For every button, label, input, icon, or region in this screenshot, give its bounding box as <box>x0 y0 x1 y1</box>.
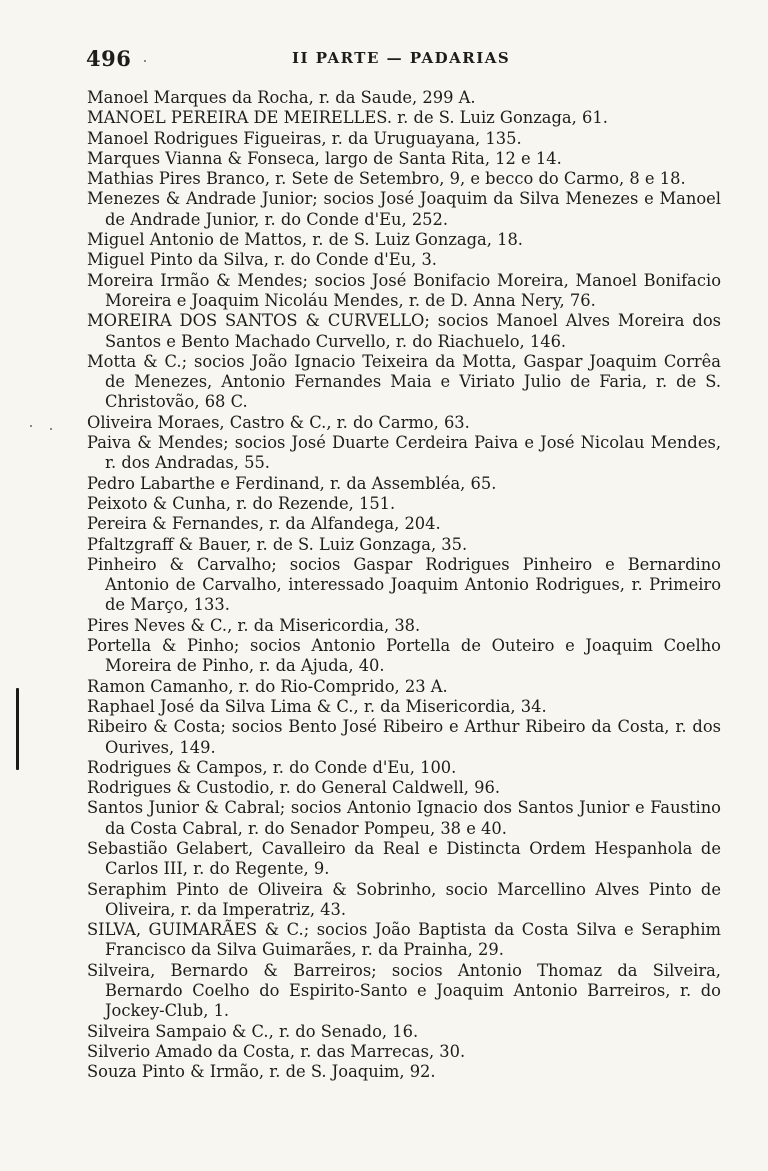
ink-speck <box>30 425 32 427</box>
directory-entry: Santos Junior & Cabral; socios Antonio Ignacio dos Santos Junior e Faustino da Costa Cabral, r. do Senador Pompeu, 38 e 40. <box>87 798 721 838</box>
directory-entry: Souza Pinto & Irmão, r. de S. Joaquim, 92. <box>87 1062 436 1082</box>
directory-entry: Sebastião Gelabert, Cavalleiro da Real e Distincta Ordem Hespanhola de Carlos III, r. do Regente, 9. <box>87 838 721 879</box>
directory-entry: Miguel Pinto da Silva, r. do Conde d'Eu, 3. <box>87 250 437 270</box>
directory-entry: Marques Vianna & Fonseca, largo de Santa Rita, 12 e 14. <box>87 148 562 168</box>
page-number: 496 <box>86 46 132 71</box>
directory-entry: Oliveira Moraes, Castro & C., r. do Carmo, 63. <box>87 412 470 432</box>
directory-entry: Silverio Amado da Costa, r. das Marrecas, 30. <box>87 1041 466 1061</box>
directory-entry: Pfaltzgraff & Bauer, r. de S. Luiz Gonzaga, 35. <box>87 534 468 554</box>
running-head: II PARTE — PADARIAS <box>292 49 511 67</box>
directory-entry: Pires Neves & C., r. da Misericordia, 38. <box>87 615 421 635</box>
directory-entry: Rodrigues & Custodio, r. do General Caldwell, 96. <box>87 778 501 798</box>
directory-entry: Moreira Irmão & Mendes; socios José Bonifacio Moreira, Manoel Bonifacio Moreira e Joaquim Nicoláu Mendes, r. de D. Anna Nery, 76. <box>87 270 721 310</box>
directory-entry: Manoel Marques da Rocha, r. da Saude, 299 A. <box>87 88 476 107</box>
directory-entry: Portella & Pinho; socios Antonio Portella de Outeiro e Joaquim Coelho Moreira de Pinho, r. da Ajuda, 40. <box>87 636 721 676</box>
margin-ink-mark <box>16 688 19 770</box>
directory-entry: Raphael José da Silva Lima & C., r. da Misericordia, 34. <box>87 696 547 716</box>
directory-entry: Paiva & Mendes; socios José Duarte Cerdeira Paiva e José Nicolau Mendes, r. dos Andradas, 55. <box>87 433 721 473</box>
directory-entry: Miguel Antonio de Mattos, r. de S. Luiz Gonzaga, 18. <box>87 230 523 250</box>
directory-entry: Mathias Pires Branco, r. Sete de Setembro, 9, e becco do Carmo, 8 e 18. <box>87 169 686 189</box>
directory-entry: Pereira & Fernandes, r. da Alfandega, 204. <box>87 514 441 534</box>
page-header <box>86 46 720 70</box>
directory-entry: Menezes & Andrade Junior; socios José Joaquim da Silva Menezes e Manoel de Andrade Junior, r. do Conde d'Eu, 252. <box>87 189 721 229</box>
directory-entry: Motta & C.; socios João Ignacio Teixeira da Motta, Gaspar Joaquim Corrêa de Menezes, Antonio Fernandes Maia e Viriato Julio de Faria, r. de S. Christovão, 68 C. <box>87 351 721 412</box>
directory-entry: Silveira, Bernardo & Barreiros; socios Antonio Thomaz da Silveira, Bernardo Coelho do Espirito-Santo e Joaquim Antonio Barreiros, r. do Jockey-Club, 1. <box>87 960 721 1021</box>
directory-entry: Silveira Sampaio & C., r. do Senado, 16. <box>87 1021 419 1041</box>
directory-list <box>87 88 721 1083</box>
directory-entry: Pinheiro & Carvalho; socios Gaspar Rodrigues Pinheiro e Bernardino Antonio de Carvalho, interessado Joaquim Antonio Rodrigues, r. Primeiro de Março, 133. <box>87 554 721 615</box>
ink-speck <box>50 428 52 430</box>
directory-entry: Peixoto & Cunha, r. do Rezende, 151. <box>87 493 396 513</box>
directory-entry: MANOEL PEREIRA DE MEIRELLES. r. de S. Luiz Gonzaga, 61. <box>87 108 608 128</box>
directory-entry: Rodrigues & Campos, r. do Conde d'Eu, 100. <box>87 757 457 777</box>
directory-entry: Pedro Labarthe e Ferdinand, r. da Assembléa, 65. <box>87 473 497 493</box>
directory-entry: Seraphim Pinto de Oliveira & Sobrinho, socio Marcellino Alves Pinto de Oliveira, r. da Imperatriz, 43. <box>87 879 721 919</box>
directory-entry: Ramon Camanho, r. do Rio-Comprido, 23 A. <box>87 676 448 696</box>
ink-speck <box>144 60 146 62</box>
directory-entry: MOREIRA DOS SANTOS & CURVELLO; socios Manoel Alves Moreira dos Santos e Bento Machado Curvello, r. do Riachuelo, 146. <box>87 311 721 351</box>
directory-entry: Manoel Rodrigues Figueiras, r. da Uruguayana, 135. <box>87 128 522 148</box>
directory-entry: Ribeiro & Costa; socios Bento José Ribeiro e Arthur Ribeiro da Costa, r. dos Ourives, 149. <box>87 717 721 757</box>
directory-entry: SILVA, GUIMARÃES & C.; socios João Baptista da Costa Silva e Seraphim Francisco da Silva Guimarães, r. da Prainha, 29. <box>87 920 721 960</box>
